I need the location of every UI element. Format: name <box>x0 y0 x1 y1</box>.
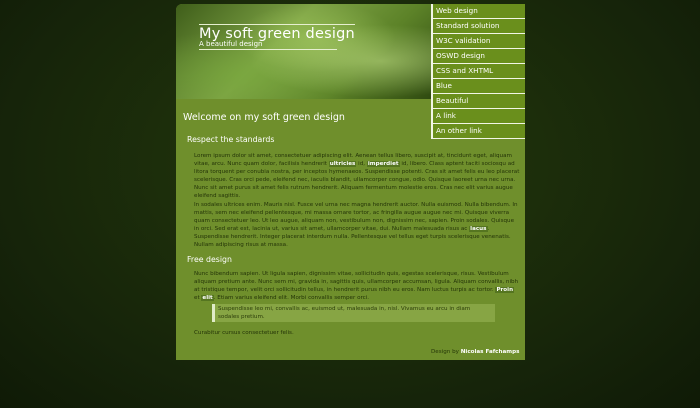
footer-credit <box>431 349 525 355</box>
highlight-lacus[interactable]: lacus <box>470 226 487 232</box>
blockquote: Suspendisse leo mi, convallis ac, euismod ut, malesuada in, nisl. Vivamus eu arcu in diam sodales pretium. <box>212 304 495 322</box>
highlight-ultricies[interactable]: ultricies <box>329 161 356 167</box>
main-content <box>176 99 525 360</box>
highlight-proin[interactable]: Proin <box>496 287 514 293</box>
section-heading-free-design: Free design <box>187 255 232 264</box>
page-container <box>176 4 525 360</box>
paragraph-free-design-1 <box>194 270 520 302</box>
nav-item-blue[interactable]: Blue <box>431 79 525 94</box>
nav-item-a-link[interactable]: A link <box>431 109 525 124</box>
paragraph-standards-2 <box>194 201 520 249</box>
footer-author-link[interactable]: Nicolas Fafchamps <box>460 349 520 355</box>
text-run: Nunc bibendum sapien. Ut ligula sapien, dignissim vitae, sollicitudin quis, egestas scelerisque, risus. Vestibulum aliquam pretium ante. Nunc sem mi, gravida in, sagittis quis, ullamcorper accumsan, ligula. Aliquam convallis, nibh at tristique tempor, velit orci sollicitudin tellus, in hendrerit purus nibh eu eros. Nam luctus turpis ac tortor. <box>194 271 519 293</box>
nav-item-css-xhtml[interactable]: CSS and XHTML <box>431 64 525 79</box>
section-heading-standards: Respect the standards <box>187 135 275 144</box>
header-banner <box>176 4 431 99</box>
nav-item-an-other-link[interactable]: An other link <box>431 124 525 139</box>
page-heading: Welcome on my soft green design <box>183 112 345 123</box>
text-run: id, libero. Class aptent taciti sociosqu ad litora torquent per conubia nostra, per inceptos hymenaeos. Suspendisse potenti. Cras sit amet felis eu leo placerat scelerisque. Cras orci pede, eleifend nec, iaculis blandit, ullamcorper congue, odio. Quisque laoreet urna nec urna. Nunc sit amet purus sit amet felis rutrum hendrerit. Aliquam fermentum molestie eros. Cras nec elit varius augue eleifend sagittis. <box>194 161 520 199</box>
site-title: My soft green design <box>199 26 355 42</box>
text-run: Lorem ipsum dolor sit amet, consectetuer adipiscing elit. Aenean tellus libero, suscipit at, tincidunt eget, aliquam vitae, arcu. Nunc quam dolor, facilisis hendrerit <box>194 153 512 167</box>
highlight-imperdiet[interactable]: imperdiet <box>367 161 399 167</box>
text-run: . Suspendisse hendrerit. Integer placerat interdum nulla. Pellentesque vel tellus eget turpis scelerisque venenatis. Nullam adipiscing risus at massa. <box>194 226 511 248</box>
site-subtitle: A beautiful design <box>199 40 337 50</box>
nav-item-beautiful[interactable]: Beautiful <box>431 94 525 109</box>
paragraph-standards-1 <box>194 152 520 200</box>
highlight-elit[interactable]: elit <box>202 295 213 301</box>
text-run: et <box>194 295 202 301</box>
text-run: id, <box>356 161 367 167</box>
nav-item-web-design[interactable]: Web design <box>431 4 525 19</box>
footer-prefix: Design by <box>431 349 461 355</box>
text-run: . Etiam varius eleifend elit. Morbi convallis semper orci. <box>213 295 370 301</box>
nav-item-w3c-validation[interactable]: W3C validation <box>431 34 525 49</box>
nav-item-standard-solution[interactable]: Standard solution <box>431 19 525 34</box>
paragraph-free-design-2: Curabitur cursus consectetuer felis. <box>194 330 294 336</box>
text-run: In sodales ultrices enim. Mauris nisl. Fusce vel urna nec magna hendrerit auctor. Nulla euismod. Nulla bibendum. In mattis, sem nec eleifend pellentesque, mi massa ornare tortor, ac fringilla augue augue nec mi. Quisque viverra quam consectetuer leo. Ut leo augue, aliquam non, vestibulum non, dignissim nec, sapien. Proin sodales. Quisque in orci. Sed erat est, lacinia ut, varius sit amet, ullamcorper vitae, dui. Nullam malesuada risus ac <box>194 202 518 232</box>
nav-item-oswd-design[interactable]: OSWD design <box>431 49 525 64</box>
